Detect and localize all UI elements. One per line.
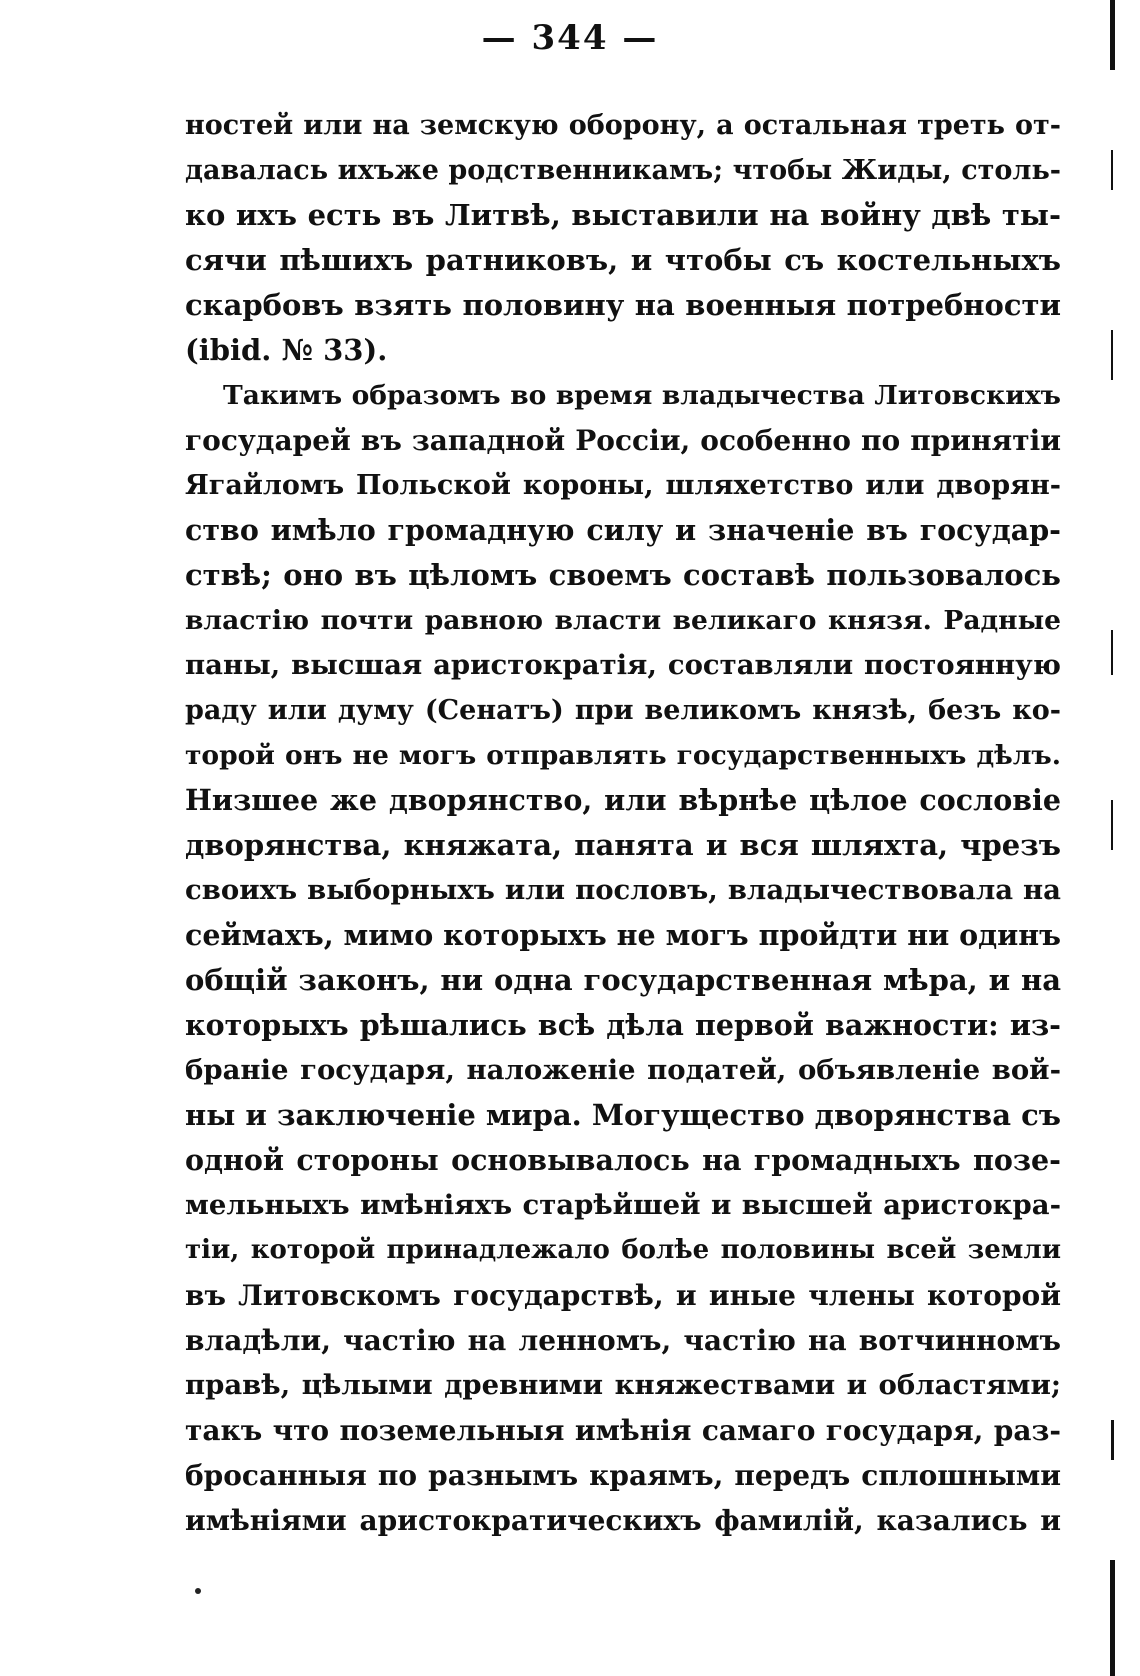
paragraph-2 <box>185 373 1061 1543</box>
text-line: давалась ихъже родственникамъ; чтобы Жиды, столь- <box>185 155 1061 186</box>
text-line: ностей или на земскую оборону, а остальная треть от- <box>185 110 1061 141</box>
text-line: Такимъ образомъ во время владычества Литовскихъ <box>223 380 1061 411</box>
text-line: одной стороны основывалось на громадныхъ позе- <box>185 1143 1061 1177</box>
scan-edge-mark <box>1111 1420 1114 1460</box>
text-line: сячи пѣшихъ ратниковъ, и чтобы съ костельныхъ <box>185 243 1061 277</box>
scan-edge-mark <box>1110 0 1115 70</box>
text-line: властiю почти равною власти великаго князя. Радные <box>185 605 1061 636</box>
text-line: скарбовъ взять половину на военныя потребности <box>185 288 1061 322</box>
scan-edge-mark <box>1111 800 1113 850</box>
text-line: (ibid. № 33). <box>185 333 388 367</box>
text-line: бросанныя по разнымъ краямъ, передъ сплошными <box>185 1459 1061 1492</box>
text-line: владѣли, частiю на ленномъ, частiю на вотчинномъ <box>185 1324 1061 1357</box>
scan-speck <box>195 1588 201 1594</box>
body-text <box>185 103 1061 1543</box>
text-line: своихъ выборныхъ или пословъ, владычествовала на <box>185 874 1061 906</box>
text-line: торой онъ не могъ отправлять государственныхъ дѣлъ. <box>185 740 1061 771</box>
scan-edge-mark <box>1110 1560 1115 1676</box>
scan-edge-mark <box>1111 330 1113 380</box>
text-line: тiи, которой принадлежало болѣе половины всей земли <box>185 1235 1061 1265</box>
text-line: въ Литовскомъ государствѣ, и иные члены которой <box>185 1279 1061 1312</box>
text-line: паны, высшая аристократiя, составляли постоянную <box>185 649 1061 681</box>
page-number: — 344 — <box>481 18 659 58</box>
text-line: сеймахъ, мимо которыхъ не могъ пройдти ни одинъ <box>185 918 1062 952</box>
text-line: государей въ западной Россiи, особенно по принятiи <box>185 424 1061 457</box>
scan-edge-mark <box>1111 630 1113 675</box>
text-line: ство имѣло громадную силу и значенiе въ государ- <box>185 513 1061 547</box>
paragraph-1 <box>185 103 1061 373</box>
text-line: раду или думу (Сенатъ) при великомъ князѣ, безъ ко- <box>185 695 1061 726</box>
text-line: Низшее же дворянство, или вѣрнѣе цѣлое сословiе <box>185 783 1061 817</box>
text-line: ко ихъ есть въ Литвѣ, выставили на войну двѣ ты- <box>185 198 1061 232</box>
text-line: которыхъ рѣшались всѣ дѣла первой важности: из- <box>185 1008 1061 1042</box>
scan-edge-mark <box>1111 150 1113 190</box>
text-line: дворянства, княжата, панята и вся шляхта, чрезъ <box>185 828 1061 862</box>
text-line: такъ что поземельныя имѣнiя самаго государя, раз- <box>185 1414 1061 1447</box>
text-line: мельныхъ имѣнiяхъ старѣйшей и высшей аристокра- <box>185 1189 1061 1221</box>
text-line: Ягайломъ Польской короны, шляхетство или дворян- <box>185 470 1061 501</box>
text-line: бранiе государя, наложенiе податей, объявленiе вой- <box>185 1054 1061 1086</box>
text-line: ствѣ; оно въ цѣломъ своемъ составѣ пользовалось <box>185 558 1061 592</box>
text-line: правѣ, цѣлыми древними княжествами и областями; <box>185 1369 1061 1401</box>
text-line: имѣнiями аристократическихъ фамилiй, казались и <box>185 1504 1061 1537</box>
text-line: ны и заключенiе мира. Могущество дворянства съ <box>185 1098 1061 1132</box>
text-line: общiй законъ, ни одна государственная мѣра, и на <box>185 963 1061 997</box>
